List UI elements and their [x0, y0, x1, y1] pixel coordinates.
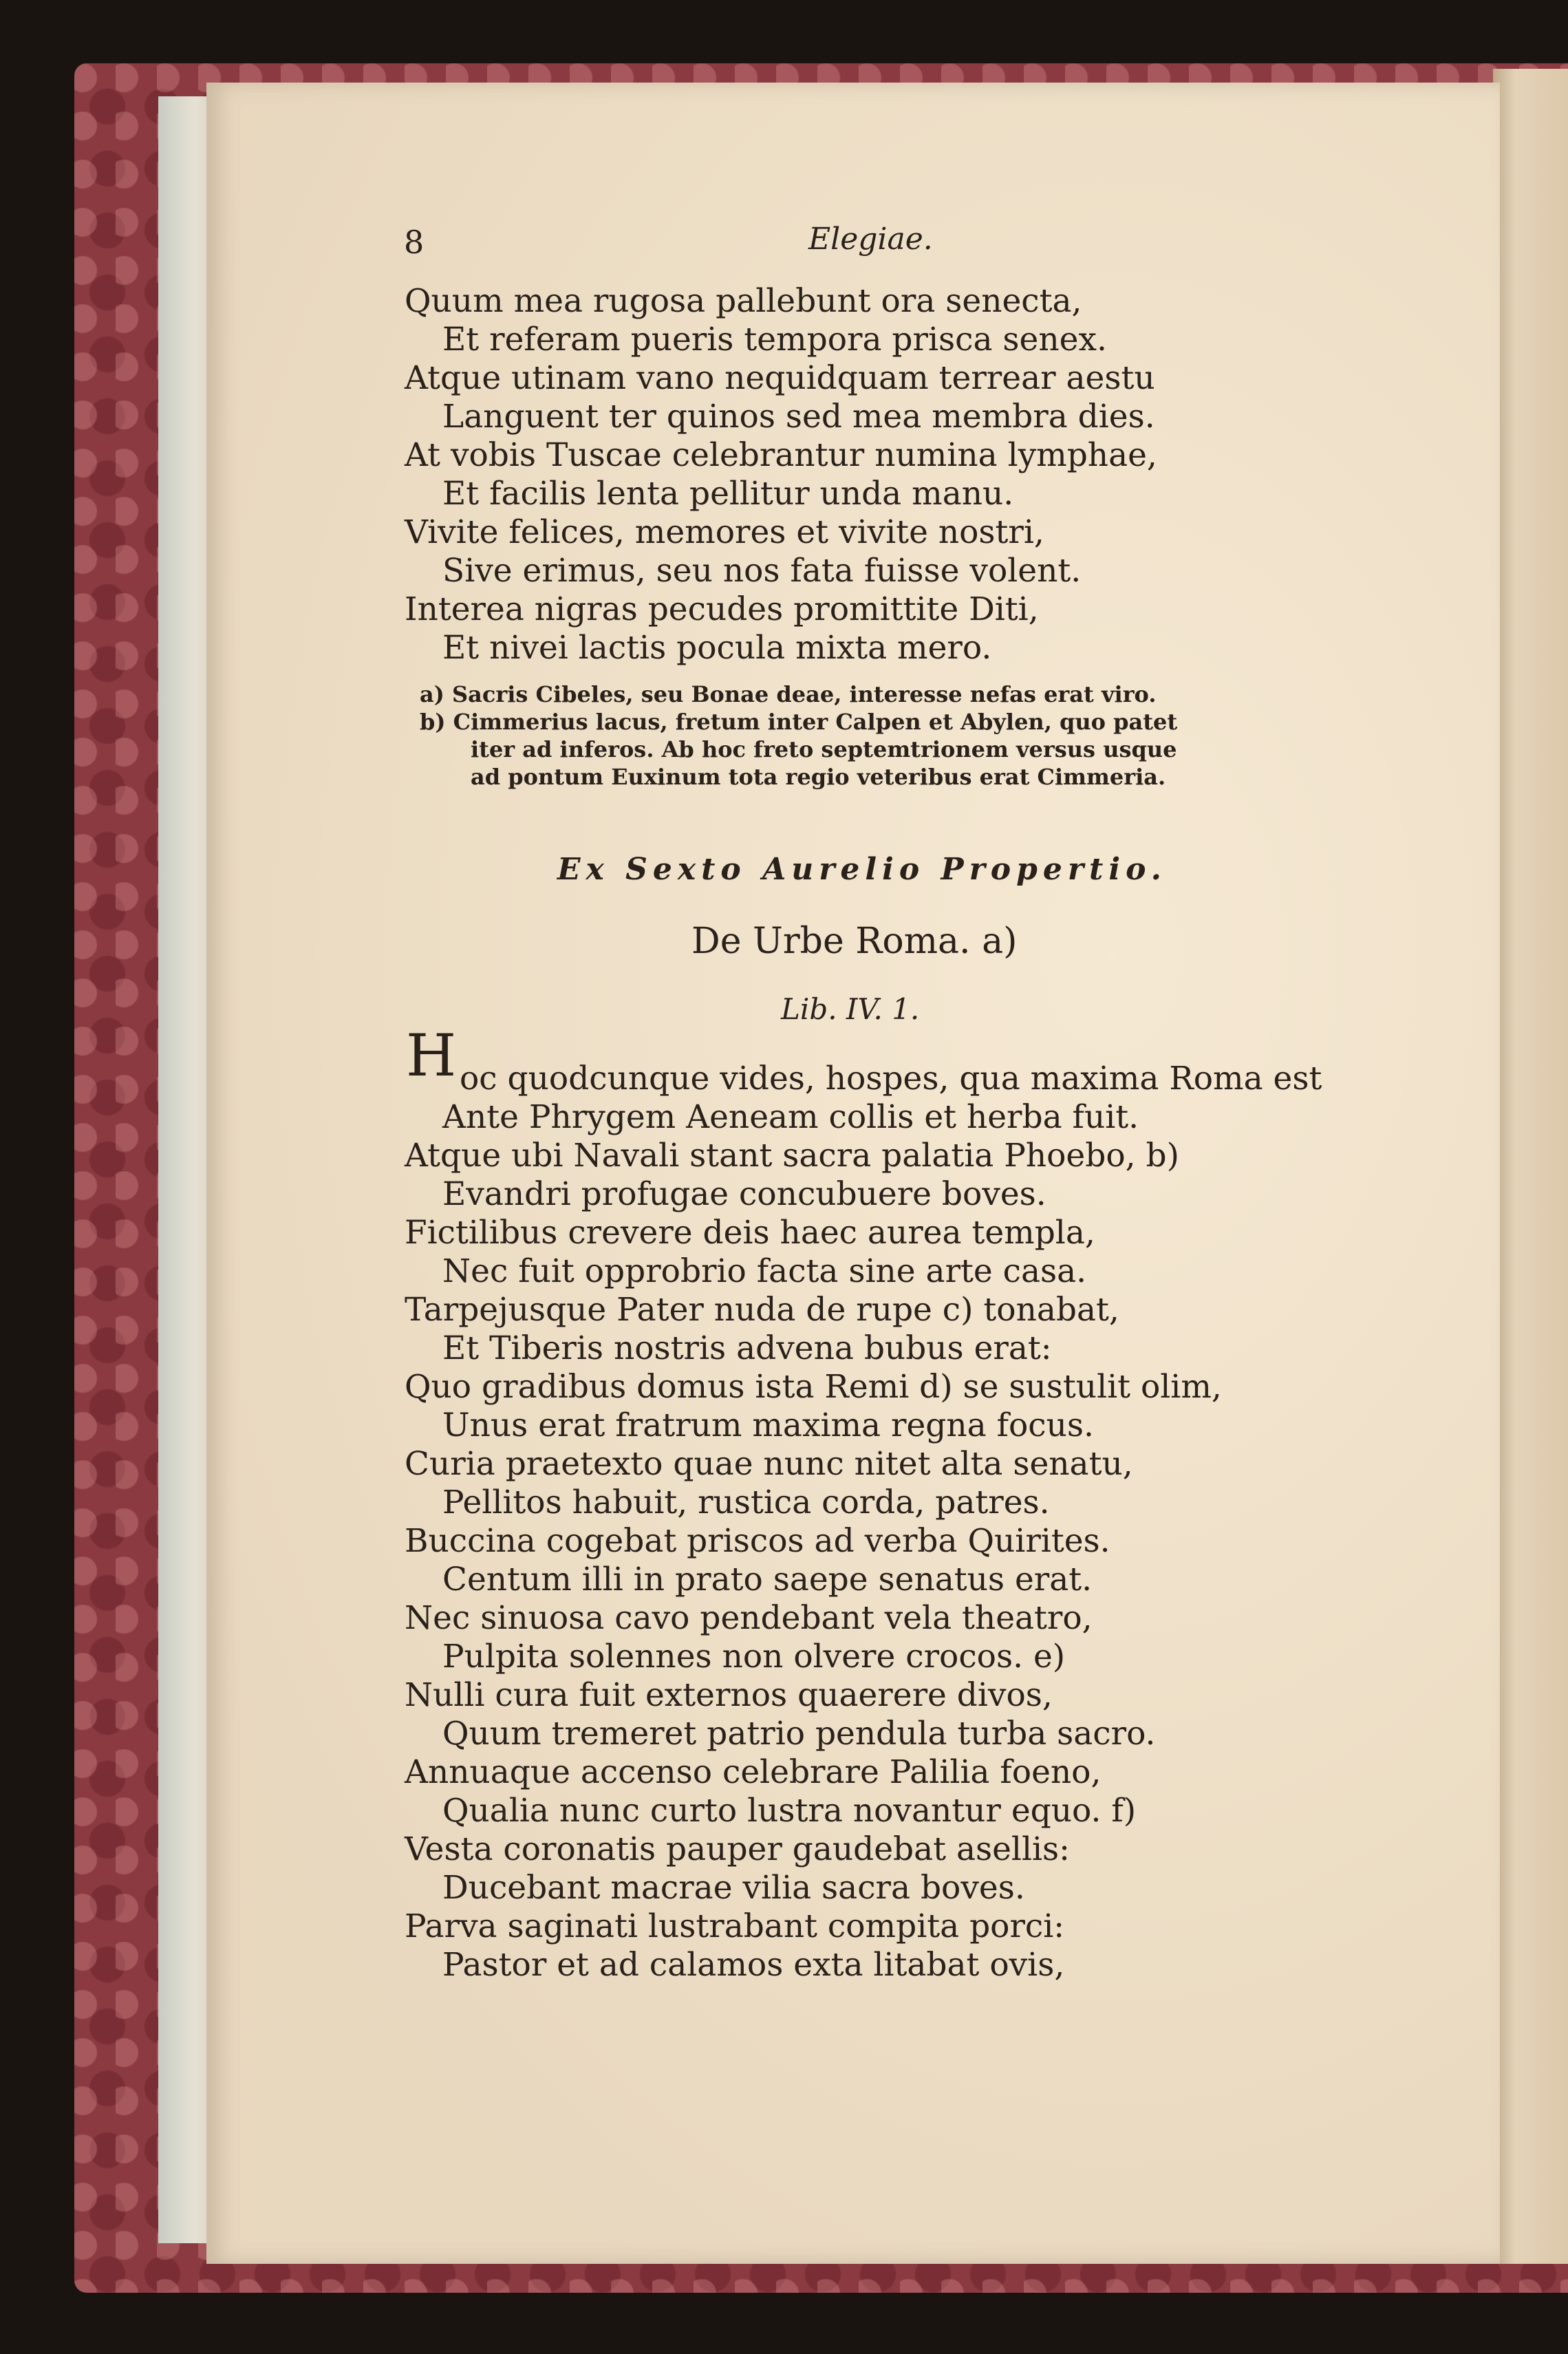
- verse-line: Vivite felices, memores et vivite nostri,: [405, 513, 1044, 551]
- verse-line: Evandri profugae concubuere boves.: [442, 1175, 1046, 1213]
- verse-line: Sive erimus, seu nos fata fuisse volent.: [442, 552, 1082, 590]
- verse-line: Et nivei lactis pocula mixta mero.: [442, 629, 992, 667]
- facing-page-edge: [1493, 69, 1568, 2264]
- verse-line: Centum illi in prato saepe senatus erat.: [442, 1561, 1093, 1598]
- verse-line: Parva saginati lustrabant compita porci:: [405, 1907, 1065, 1945]
- footnote: iter ad inferos. Ab hoc freto septemtrionem versus usque: [471, 736, 1177, 762]
- verse-line: Unus erat fratrum maxima regna focus.: [442, 1406, 1094, 1444]
- footnote: b) Cimmerius lacus, fretum inter Calpen et Abylen, quo patet: [420, 709, 1178, 735]
- footnote: a) Sacris Cibeles, seu Bonae deae, interesse nefas erat viro.: [420, 681, 1157, 707]
- section-book: Lib. IV. 1.: [781, 992, 920, 1026]
- page-number: 8: [404, 224, 425, 261]
- verse-line: Et referam pueris tempora prisca senex.: [442, 321, 1107, 359]
- verse-line: Qualia nunc curto lustra novantur equo. f): [442, 1792, 1137, 1830]
- verse-line: Interea nigras pecudes promittite Diti,: [405, 590, 1039, 628]
- running-head: Elegiae.: [808, 222, 933, 257]
- verse-line: Pellitos habuit, rustica corda, patres.: [442, 1484, 1050, 1521]
- verse-line: Ante Phrygem Aeneam collis et herba fuit.: [442, 1098, 1139, 1136]
- section-author: Ex Sexto Aurelio Propertio.: [557, 852, 1167, 887]
- verse-line: Atque utinam vano nequidquam terrear aestu: [405, 359, 1155, 397]
- verse-line: Ducebant macrae vilia sacra boves.: [442, 1869, 1025, 1907]
- verse-line: Et facilis lenta pellitur unda manu.: [442, 475, 1014, 513]
- verse-line: Pastor et ad calamos exta litabat ovis,: [442, 1946, 1065, 1984]
- verse-line: Curia praetexto quae nunc nitet alta senatu,: [405, 1445, 1133, 1483]
- verse-line: oc quodcunque vides, hospes, qua maxima Roma est: [460, 1060, 1322, 1098]
- verse-line: Quo gradibus domus ista Remi d) se sustulit olim,: [405, 1368, 1222, 1406]
- verse-line: Quum tremeret patrio pendula turba sacro.: [442, 1715, 1156, 1753]
- verse-line: Buccina cogebat priscos ad verba Quirites.: [405, 1522, 1110, 1560]
- verse-line: Fictilibus crevere deis haec aurea templa,: [405, 1214, 1095, 1252]
- verse-line: Atque ubi Navali stant sacra palatia Phoebo, b): [405, 1137, 1179, 1175]
- section-title: De Urbe Roma. a): [691, 921, 1018, 962]
- footnote: ad pontum Euxinum tota regio veteribus erat Cimmeria.: [471, 764, 1166, 790]
- verse-line: Nulli cura fuit externos quaerere divos,: [405, 1676, 1053, 1714]
- drop-cap: H: [406, 1022, 457, 1089]
- verse-line: Nec sinuosa cavo pendebant vela theatro,: [405, 1599, 1093, 1637]
- verse-line: Tarpejusque Pater nuda de rupe c) tonabat,: [405, 1291, 1119, 1329]
- verse-line: Annuaque accenso celebrare Palilia foeno,: [405, 1753, 1102, 1791]
- verse-line: Pulpita solennes non olvere crocos. e): [442, 1638, 1066, 1676]
- verse-line: Nec fuit opprobrio facta sine arte casa.: [442, 1252, 1087, 1290]
- verse-line: Languent ter quinos sed mea membra dies.: [442, 398, 1155, 436]
- verse-line: Vesta coronatis pauper gaudebat asellis:: [405, 1830, 1070, 1868]
- verse-line: Quum mea rugosa pallebunt ora senecta,: [405, 282, 1082, 320]
- verse-line: Et Tiberis nostris advena bubus erat:: [442, 1329, 1052, 1367]
- verse-line: At vobis Tuscae celebrantur numina lymphae,: [405, 436, 1157, 474]
